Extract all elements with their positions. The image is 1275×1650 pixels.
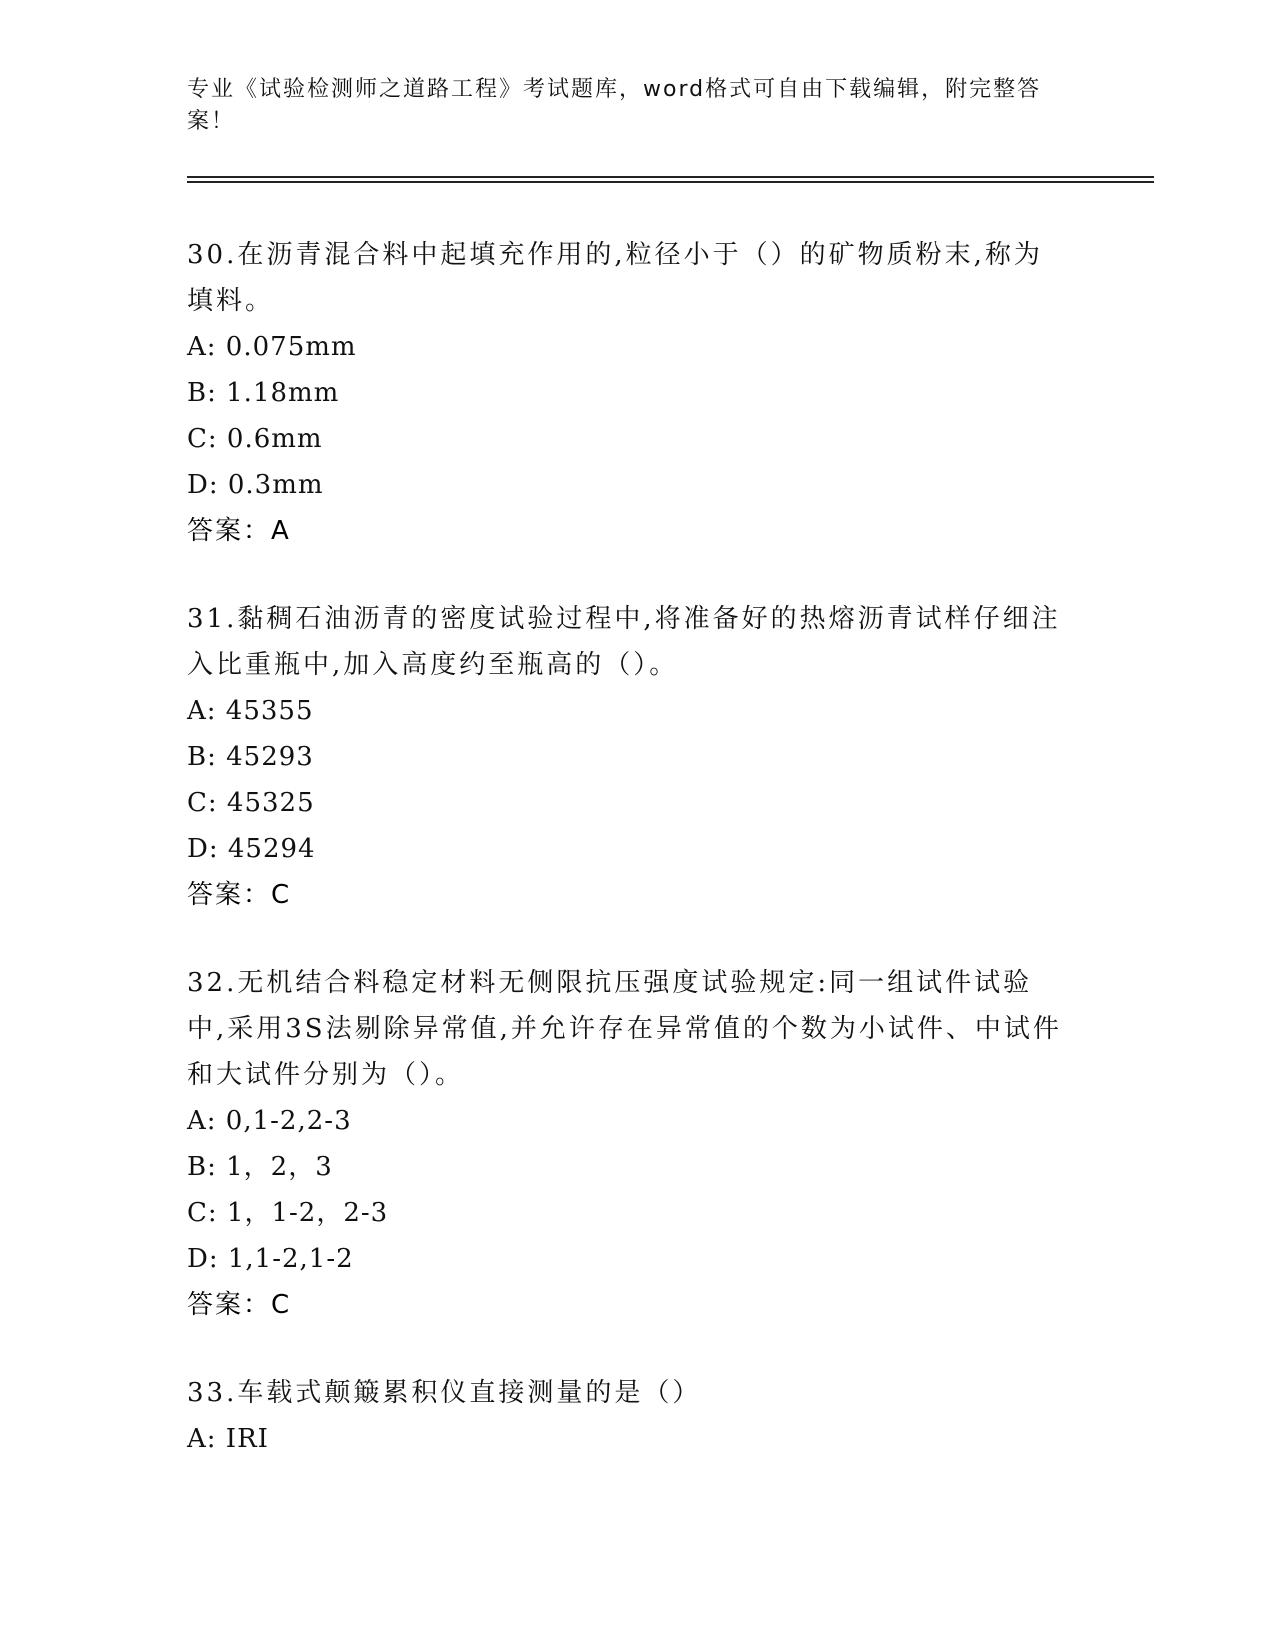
header-divider-top (187, 176, 1154, 178)
header-divider-bottom (187, 181, 1154, 183)
option-c: C: 45325 (187, 788, 315, 818)
answer: 答案：C (187, 880, 292, 910)
option-a: A: 0.075mm (187, 332, 357, 362)
question-33 (187, 1370, 1067, 1462)
option-b: B: 1，2，3 (187, 1152, 333, 1182)
question-text: 30.在沥青混合料中起填充作用的,粒径小于（）的矿物质粉末,称为填料。 (187, 240, 1043, 316)
option-a: A: 45355 (187, 696, 314, 726)
question-30 (187, 232, 1067, 554)
question-text: 31.黏稠石油沥青的密度试验过程中,将准备好的热熔沥青试样仔细注入比重瓶中,加入高度约至瓶高的（）。 (187, 604, 1061, 680)
option-d: D: 45294 (187, 834, 316, 864)
question-text: 33.车载式颠簸累积仪直接测量的是（） (187, 1378, 702, 1408)
option-c: C: 0.6mm (187, 424, 323, 454)
answer: 答案：A (187, 516, 291, 546)
option-b: B: 1.18mm (187, 378, 340, 408)
option-c: C: 1，1-2，2-3 (187, 1198, 389, 1228)
answer: 答案：C (187, 1290, 292, 1320)
document-header: 专业《试验检测师之道路工程》考试题库，word格式可自由下载编辑，附完整答案！ (187, 77, 1042, 134)
option-a: A: IRI (187, 1424, 269, 1454)
option-d: D: 0.3mm (187, 470, 324, 500)
question-text: 32.无机结合料稳定材料无侧限抗压强度试验规定:同一组试件试验中,采用3S法剔除异常值,并允许存在异常值的个数为小试件、中试件和大试件分别为（）。 (187, 968, 1062, 1090)
option-b: B: 45293 (187, 742, 314, 772)
option-d: D: 1,1-2,1-2 (187, 1244, 354, 1274)
question-31 (187, 596, 1067, 918)
question-32 (187, 960, 1067, 1328)
option-a: A: 0,1-2,2-3 (187, 1106, 352, 1136)
